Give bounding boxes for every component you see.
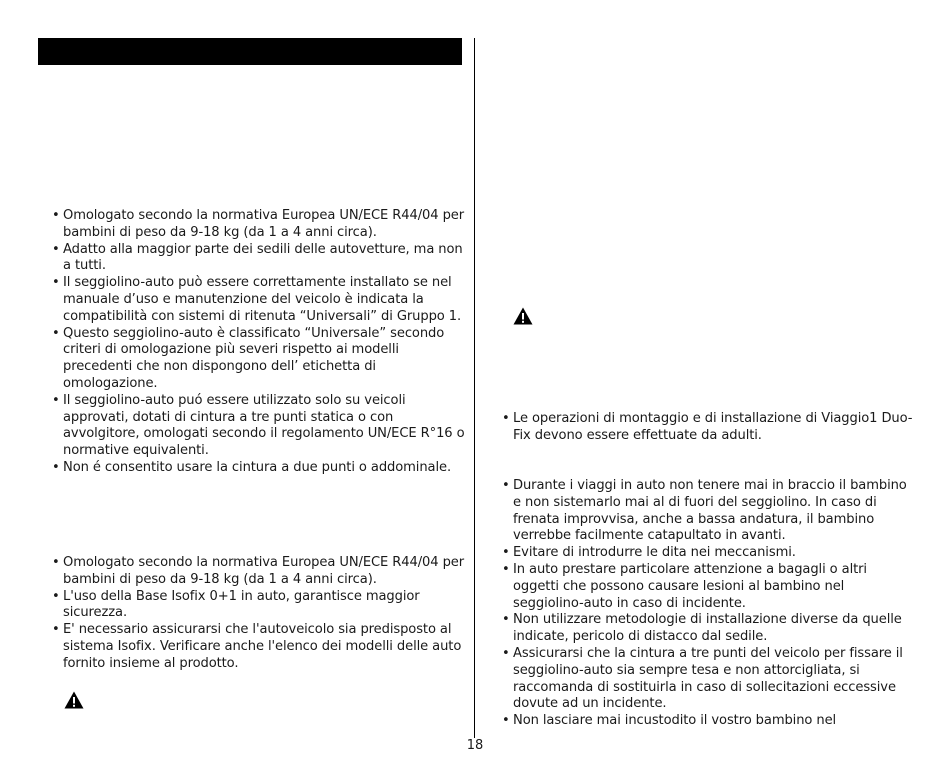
section-header-bar — [38, 38, 462, 65]
list-item: • Le operazioni di montaggio e di installazione di Viaggio1 Duo-Fix devono essere effettuate da adulti. — [502, 411, 913, 443]
list-item: • Durante i viaggi in auto non tenere mai in braccio il bambino e non sistemarlo mai al di fuori del seggiolino. In caso di frenata improvvisa, anche a bassa andatura, il bambino verrebbe facilmente catapultato in avanti. — [502, 478, 907, 544]
list-item: • Non é consentito usare la cintura a due punti o addominale. — [52, 459, 452, 475]
list-item: • Non lasciare mai incustodito il vostro bambino nel — [502, 713, 837, 729]
list-item: • Il seggiolino-auto può essere correttamente installato se nel manuale d’uso e manutenzione del veicolo è indicata la compatibilità con sistemi di ritenuta “Universali” di Gruppo 1. — [52, 275, 462, 324]
page-number: 18 — [466, 738, 484, 753]
warning-triangle-icon — [513, 307, 533, 325]
left-list-isofix — [38, 555, 468, 673]
list-item: • Omologato secondo la normativa Europea UN/ECE R44/04 per bambini di peso da 9-18 kg (da 1 a 4 anni circa). — [52, 555, 465, 587]
list-item: • Omologato secondo la normativa Europea UN/ECE R44/04 per bambini di peso da 9-18 kg (da 1 a 4 anni circa). — [52, 208, 465, 240]
list-item: • Evitare di introdurre le dita nei meccanismi. — [502, 545, 796, 561]
list-item: • Adatto alla maggior parte dei sedili delle autovetture, ma non a tutti. — [52, 241, 463, 274]
list-item: • In auto prestare particolare attenzione a bagagli o altri oggetti che possono causare lesioni al bambino nel seggiolino-auto in caso di incidente. — [502, 561, 867, 611]
right-list-safety — [488, 478, 913, 730]
list-item: • L'uso della Base Isofix 0+1 in auto, garantisce maggior sicurezza. — [52, 588, 420, 621]
column-divider — [474, 38, 475, 738]
list-item: • Non utilizzare metodologie di installazione diverse da quelle indicate, pericolo di distacco dal sedile. — [502, 612, 902, 645]
right-list-assembly — [488, 411, 913, 445]
list-item: • E' necessario assicurarsi che l'autoveicolo sia predisposto al sistema Isofix. Verificare anche l'elenco dei modelli delle auto fornito insieme al prodotto. — [52, 622, 462, 671]
list-item: • Questo seggiolino-auto è classificato “Universale” secondo criteri di omologazione più severi rispetto ai modelli precedenti che non dispongono dell’ etichetta di omologazione. — [52, 325, 445, 391]
left-list-approval — [38, 208, 468, 477]
list-item: • Assicurarsi che la cintura a tre punti del veicolo per fissare il seggiolino-auto sia sempre tesa e non attorcigliata, si raccomanda di sostituirla in caso di sollecitazioni eccessive dovute ad un incidente. — [502, 645, 903, 712]
warning-triangle-icon — [64, 691, 84, 709]
list-item: • Il seggiolino-auto puó essere utilizzato solo su veicoli approvati, dotati di cintura a tre punti statica o con avvolgitore, omologati secondo il regolamento UN/ECE R°16 o normative equivalenti. — [52, 392, 465, 459]
